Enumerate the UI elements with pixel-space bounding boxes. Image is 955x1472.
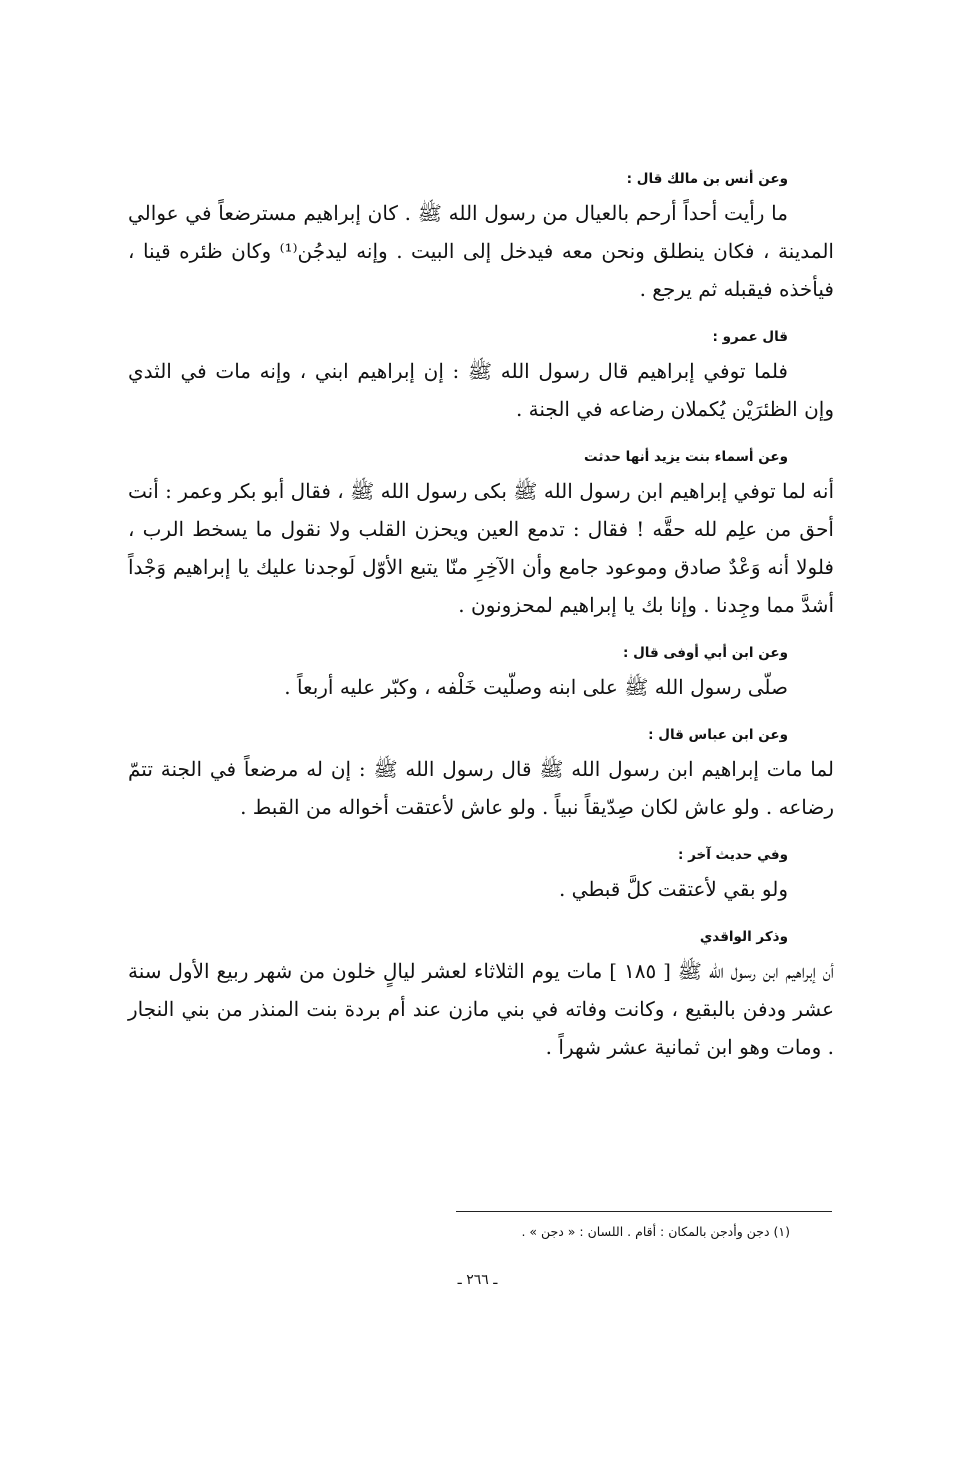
section-asma [128,446,834,624]
page-body [128,168,834,1084]
section-waqidi [128,926,834,1066]
narration-intro: وذكر الواقدي [699,929,788,945]
narration-text: صلّى رسول الله ﷺ على ابنه وصلّيت خَلْفه ، وكبّر عليه أربعاً . [284,675,788,699]
narration-intro: وعن أنس بن مالك قال : [626,171,788,187]
section-other-hadith [128,844,834,908]
narration-intro: وعن ابن أبي أوفى قال : [623,645,788,661]
narration-intro: وعن أسماء بنت يزيد أنها حدثت [584,449,788,465]
narration-text: ما رأيت أحداً أرحم بالعيال من رسول الله ﷺ . كان إبراهيم مسترضعاً في عوالي المدينة ، فكان ينطلق ونحن معه فيدخل إلى البيت . وإنه ليدجُن⁽¹⁾ وكان ظئره قينا ، فيأخذه فيقبله ثم يرجع . [128,201,834,301]
page-number: ـ ٢٦٦ ـ [457,1272,498,1288]
section-anas [128,168,834,308]
footnote-divider [456,1211,832,1212]
narration-intro: قال عمرو : [712,329,788,345]
section-amr [128,326,834,428]
narration-intro: وفي حديث آخر : [677,847,788,863]
narration-text: فلما توفي إبراهيم قال رسول الله ﷺ : إن إبراهيم ابني ، وإنه مات في الثدي وإن الظئرَيْن يُكملان رضاعه في الجنة . [128,359,834,421]
narration-text: أنه لما توفي إبراهيم ابن رسول الله ﷺ بكى رسول الله ﷺ ، فقال أبو بكر وعمر : أنت أحق من علِم لله حقَّه ! فقال : تدمع العين ويحزن القلب ولا نقول ما يسخط الرب ، فلولا أنه وَعْدٌ صادق وموعود جامع وأن الآخِرِ منّا يتبع الأوّل لَوجدنا عليك يا إبراهيم وَجْداً أشدَّ مما وجِدنا . وإنا بك يا إبراهيم لمحزونون . [128,479,834,617]
section-ibn-abbas [128,724,834,826]
narration-text: لما مات إبراهيم ابن رسول الله ﷺ قال رسول الله ﷺ : إن له مرضعاً في الجنة تتمّ رضاعه . ولو عاش لكان صِدّيقاً نبياً . ولو عاش لأعتقت أخواله من القبط . [128,757,834,819]
footnote: (١) دجن وأدجن بالمكان : أقام . اللسان : « دجن » . [521,1224,790,1239]
narration-text: أن إبراهيم ابن رسول الله ﷺ [ ١٨٥ ] مات يوم الثلاثاء لعشر ليالٍ خلون من شهر ربيع الأول سنة عشر ودفن بالبقيع ، وكانت وفاته في بني مازن عند أم بردة بنت المنذر من بني النجار . ومات وهو ابن ثمانية عشر شهراً . [128,959,834,1059]
narration-text: ولو بقي لأعتقت كلَّ قبطي . [558,877,788,901]
section-ibn-abi-awfa [128,642,834,706]
narration-intro: وعن ابن عباس قال : [648,727,788,743]
